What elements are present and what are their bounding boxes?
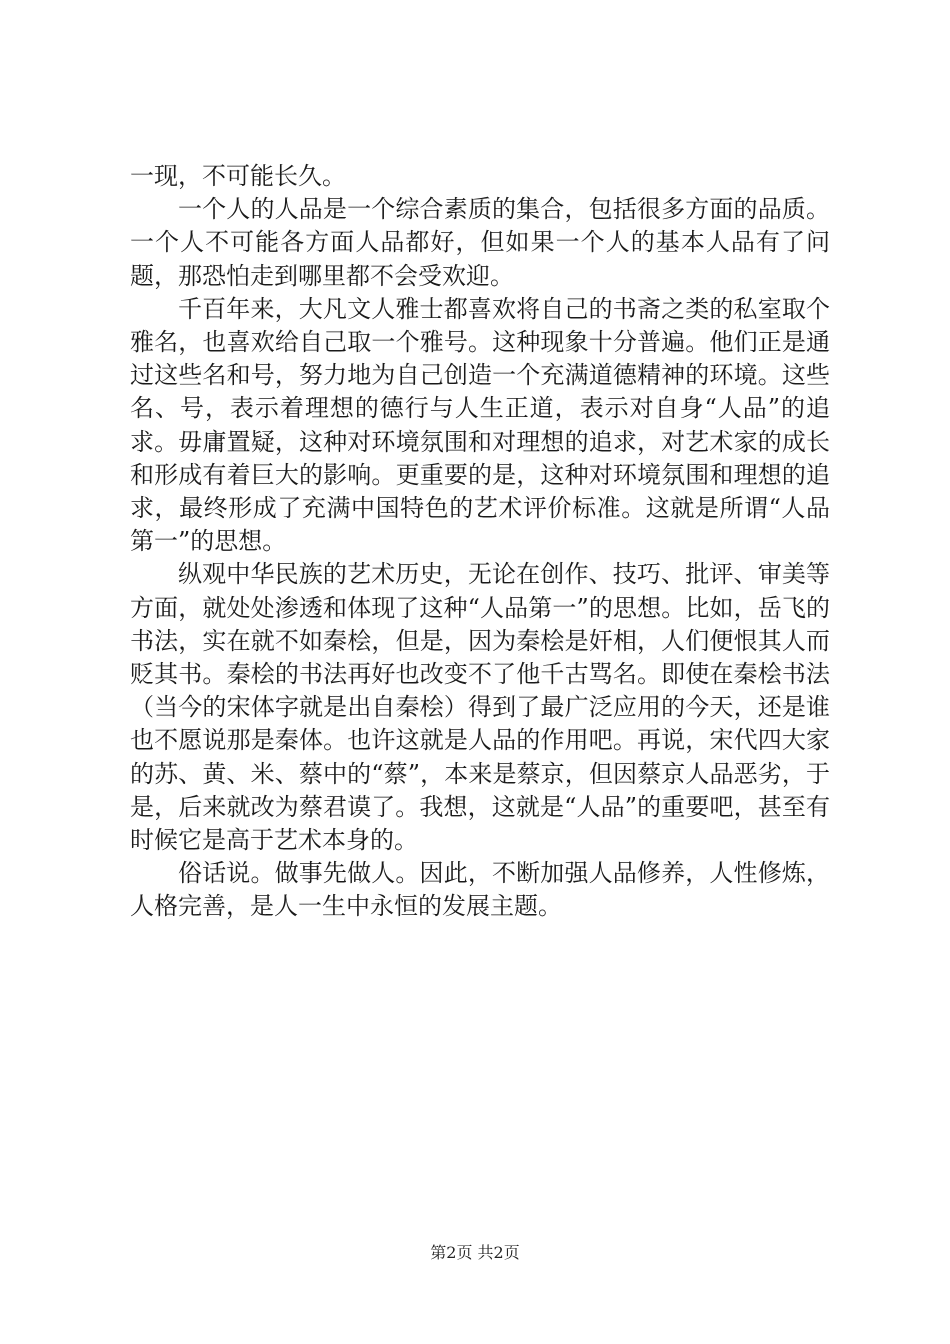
total-pages: 共2页 [477, 1243, 520, 1262]
document-body [130, 160, 830, 924]
page-number: 第2页 [430, 1243, 473, 1262]
paragraph-character-quality: 一个人的人品是一个综合素质的集合，包括很多方面的品质。一个人不可能各方面人品都好，但如果一个人的基本人品有了问题，那恐怕走到哪里都不会受欢迎。 [130, 195, 830, 290]
paragraph-conclusion: 俗话说。做事先做人。因此，不断加强人品修养，人性修炼，人格完善，是人一生中永恒的发展主题。 [130, 859, 830, 921]
paragraph-literati-names: 千百年来，大凡文人雅士都喜欢将自己的书斋之类的私室取个雅名，也喜欢给自己取一个雅号。这种现象十分普遍。他们正是通过这些名和号，努力地为自己创造一个充满道德精神的环境。这些名、号，表示着理想的德行与人生正道，表示对自身“人品”的追求。毋庸置疑，这种对环境氛围和对理想的追求，对艺术家的成长和形成有着巨大的影响。更重要的是，这种对环境氛围和理想的追求，最终形成了充满中国特色的艺术评价标准。这就是所谓“人品第一”的思想。 [130, 294, 830, 556]
paragraph-art-history: 纵观中华民族的艺术历史，无论在创作、技巧、批评、审美等方面，就处处渗透和体现了这种“人品第一”的思想。比如，岳飞的书法，实在就不如秦桧，但是，因为秦桧是奸相，人们便恨其人而贬其书。秦桧的书法再好也改变不了他千古骂名。即使在秦桧书法（当今的宋体字就是出自秦桧）得到了最广泛应用的今天，还是谁也不愿说那是秦体。也许这就是人品的作用吧。再说，宋代四大家的苏、黄、米、蔡中的“蔡”，本来是蔡京，但因蔡京人品恶劣，于是，后来就改为蔡君谟了。我想，这就是“人品”的重要吧，甚至有时候它是高于艺术本身的。 [130, 560, 830, 855]
page-footer [0, 1240, 950, 1263]
paragraph-continuation: 一现，不可能长久。 [130, 162, 346, 190]
